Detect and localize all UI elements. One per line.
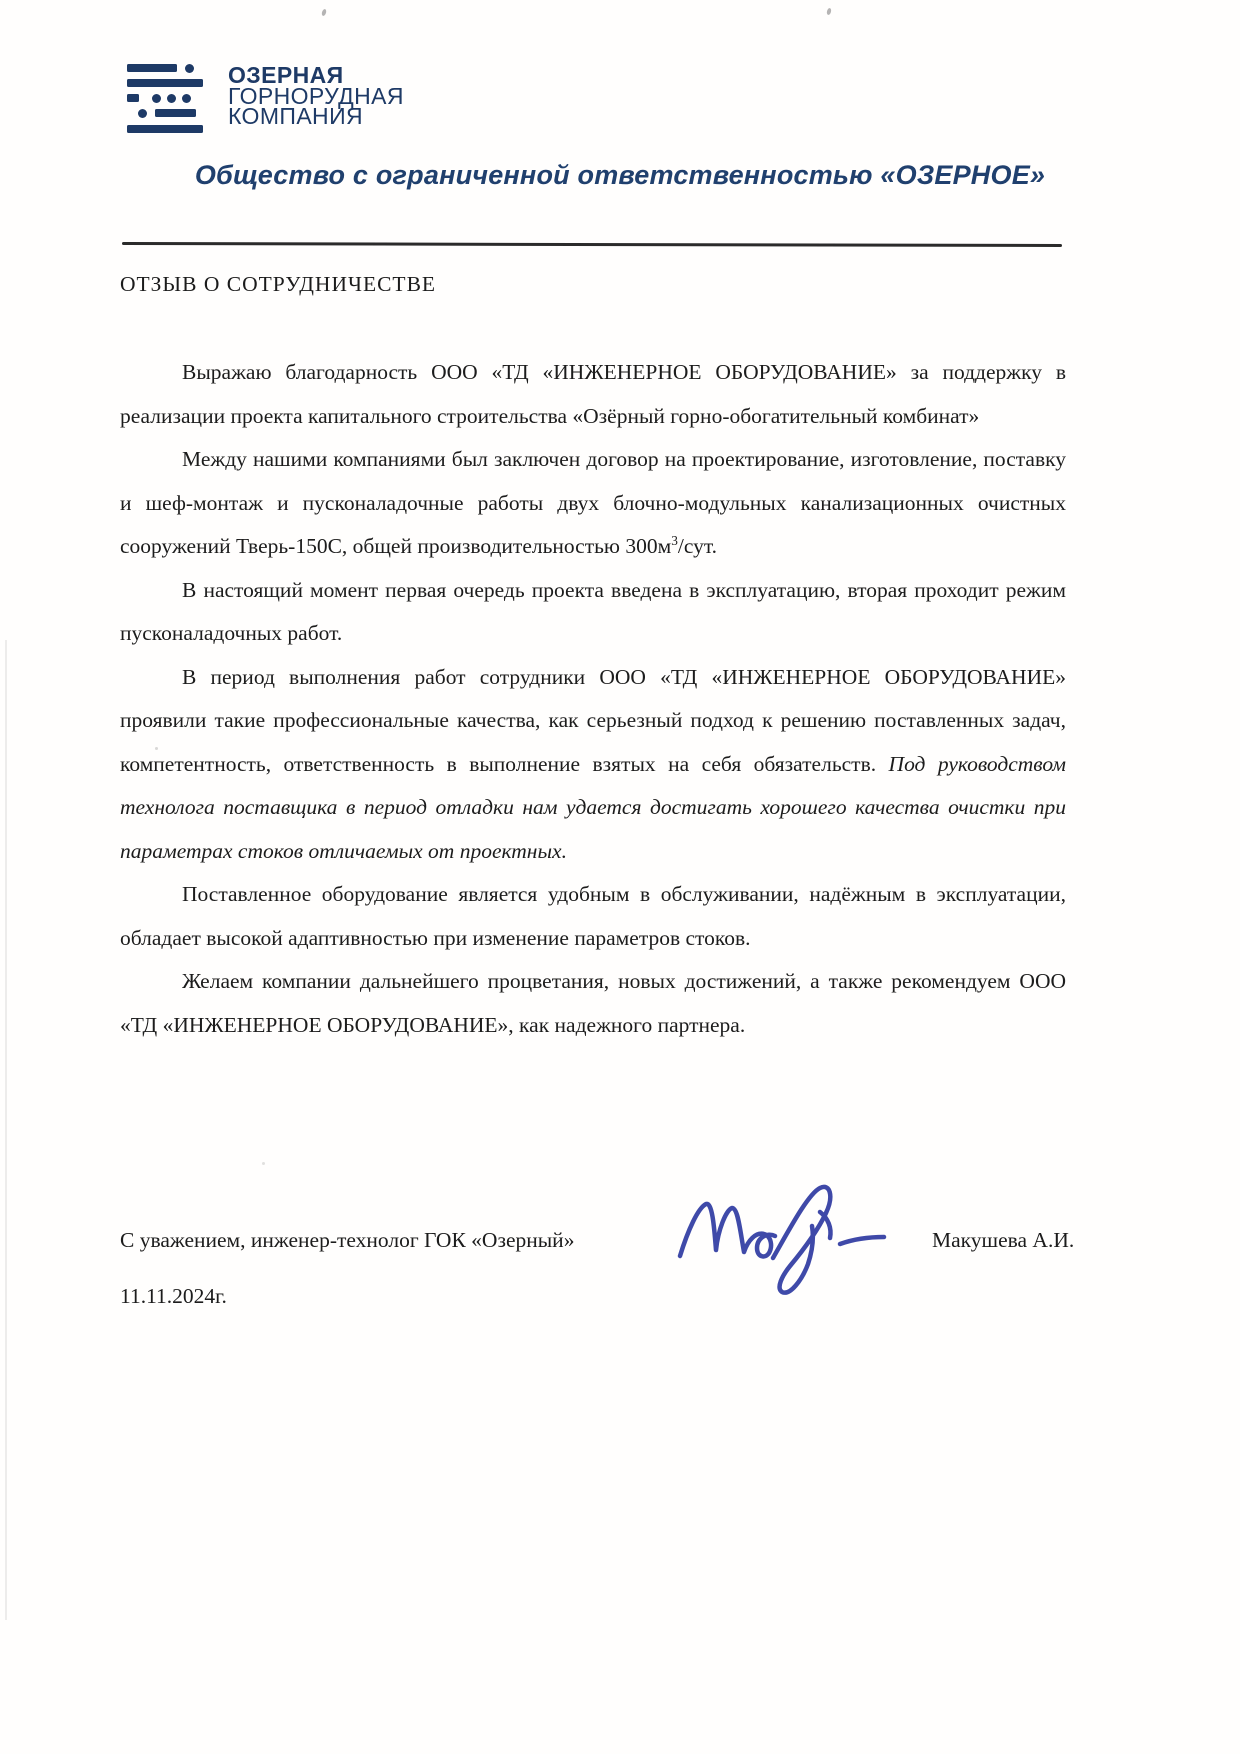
scan-speck: [321, 9, 327, 17]
paragraph-qualities-main: В период выполнения работ сотрудники ООО «ТД «ИНЖЕНЕРНОЕ ОБОРУДОВАНИЕ» проявили такие профессиональные качества, как серьезный подход к решению поставленных задач, компетентность, ответственность в выполнение взятых на себя обязательств.: [120, 664, 1066, 776]
logo-bar: [127, 64, 177, 72]
logo-bar: [127, 79, 203, 87]
logo-dot: [167, 94, 176, 103]
company-name-line2: ГОРНОРУДНАЯ: [228, 82, 404, 109]
logo-bar: [127, 125, 203, 133]
logo-dot: [138, 109, 147, 118]
logo-dot: [182, 94, 191, 103]
company-name-line1: ОЗЕРНАЯ: [228, 62, 344, 88]
document-date: 11.11.2024г.: [120, 1284, 227, 1308]
scan-speck: [826, 8, 832, 16]
logo-dot: [185, 64, 194, 73]
signoff-name: Макушева А.И.: [932, 1228, 1075, 1252]
paragraph-qualities-italic: Под руководством технолога поставщика в период отладки нам удается достигать хорошего качества очистки при параметрах стоков отличаемых от проектных.: [120, 751, 1067, 863]
company-logo: [127, 64, 404, 134]
organization-title: Общество с ограниченной ответственностью «ОЗЕРНОЕ»: [194, 160, 1046, 190]
paragraph-equipment: Поставленное оборудование является удобным в обслуживании, надёжным в эксплуатации, обладает высокой адаптивностью при изменение параметров стоков.: [120, 882, 1066, 950]
paragraph-contract-tail: /сут.: [677, 534, 718, 558]
logo-bar: [127, 94, 139, 102]
letterhead-divider: [122, 242, 1062, 246]
signoff-block: [120, 1178, 1120, 1318]
scan-speck: [155, 747, 158, 750]
letter-body: [120, 351, 1066, 1047]
company-name-line3: КОМПАНИЯ: [228, 103, 364, 129]
paragraph-qualities: [120, 656, 1066, 874]
paragraph-recommendation: Желаем компании дальнейшего процветания, новых достижений, а также рекомендуем ООО «ТД «ИНЖЕНЕРНОЕ ОБОРУДОВАНИЕ», как надежного партнера.: [120, 969, 1066, 1037]
superscript-cubic: 3: [671, 532, 678, 548]
document-heading: ОТЗЫВ О СОТРУДНИЧЕСТВЕ: [120, 272, 437, 296]
morse-code-logo-icon: [127, 64, 203, 134]
signature-handwriting: [672, 1176, 892, 1302]
company-name: [228, 62, 404, 134]
paragraph-status: В настоящий момент первая очередь проекта введена в эксплуатацию, вторая проходит режим пусконаладочных работ.: [120, 577, 1066, 645]
scan-speck: [262, 1162, 265, 1165]
paragraph-contract-text: Между нашими компаниями был заключен договор на проектирование, изготовление, поставку и шеф-монтаж и пусконаладочные работы двух блочно-модульных канализационных очистных сооружений Тверь-150С, общей производительностью 300м: [120, 447, 1066, 558]
scan-edge-artifact: [5, 640, 7, 1620]
paragraph-contract: [120, 438, 1066, 569]
logo-bar: [155, 109, 196, 117]
logo-dot: [152, 94, 161, 103]
signoff-label: С уважением, инженер-технолог ГОК «Озерный»: [120, 1228, 575, 1252]
paragraph-gratitude: Выражаю благодарность ООО «ТД «ИНЖЕНЕРНОЕ ОБОРУДОВАНИЕ» за поддержку в реализации проекта капитального строительства «Озёрный горно-обогатительный комбинат»: [120, 360, 1066, 428]
